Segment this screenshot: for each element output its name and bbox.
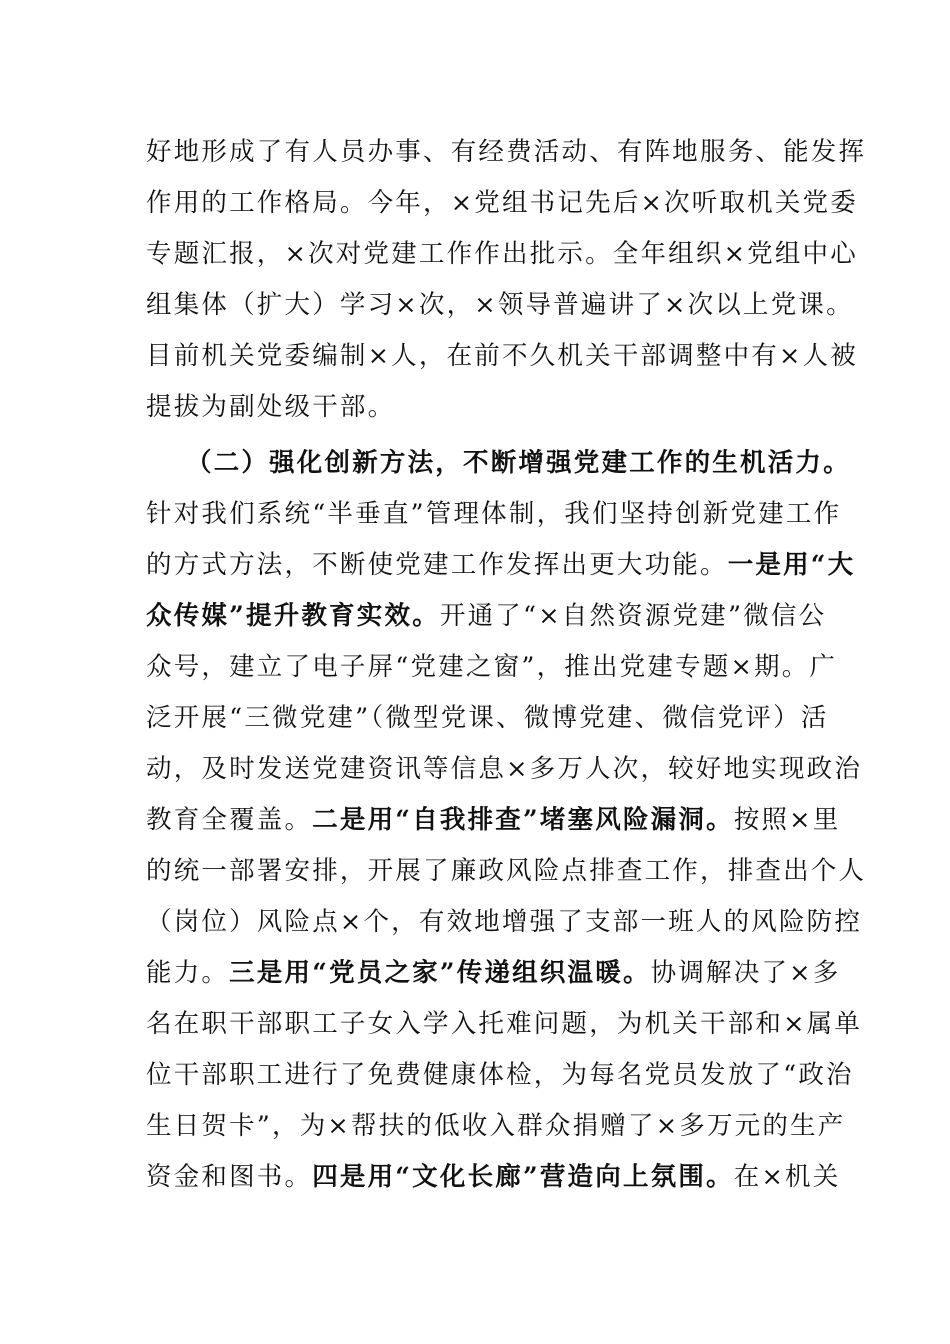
text-line [146,178,858,229]
text-run: 的方式方法，不断使党建工作发挥出更大功能。 [146,550,728,580]
text-run: 作用的工作格局。今年，×党组书记先后×次听取机关党委 [146,188,858,218]
text-run: 按照×里 [733,805,841,835]
text-line [146,331,858,382]
bold-phrase: 三是用“党员之家”传递组织温暖。 [229,958,651,988]
text-line [146,897,863,948]
text-run: 泛开展“三微党建”（微型党课、微博党建、微信党评）活 [146,703,829,733]
bold-phrase: 一是用“大 [727,550,856,580]
text-run: 提拔为副处级干部。 [146,392,396,422]
text-run: 在×机关 [733,1162,841,1192]
section-heading [146,438,851,489]
text-run: 位干部职工进行了免费健康体检，为每名党员发放了“政治 [146,1060,854,1090]
text-line [146,540,856,591]
text-run: 好地形成了有人员办事、有经费活动、有阵地服务、能发挥 [146,137,867,167]
text-line [146,1101,846,1152]
text-run: 动，及时发送党建资讯等信息×多万人次，较好地实现政治 [146,754,863,784]
text-line [146,229,858,280]
text-run: （岗位）风险点×个，有效地增强了支部一班人的风险防控 [146,907,863,937]
bold-phrase: 二是用“自我排查”堵塞风险漏洞。 [312,805,734,835]
text-run: 目前机关党委编制×人，在前不久机关干部调整中有×人被 [146,341,858,371]
text-run: 针对我们系统“半垂直”管理体制，我们坚持创新党建工作 [146,499,842,529]
text-run: 教育全覆盖。 [146,805,313,835]
bold-phrase: 四是用“文化长廊”营造向上氛围。 [312,1162,734,1192]
text-run: 众号，建立了电子屏“党建之窗”，推出党建专题×期。广 [146,652,838,682]
text-line [146,382,806,433]
text-line [146,127,867,178]
text-run: 生日贺卡”，为×帮扶的低收入群众捐赠了×多万元的生产 [146,1111,846,1141]
text-line [146,999,863,1050]
text-run: 的统一部署安排，开展了廉政风险点排查工作，排查出个人 [146,856,867,886]
text-line [146,642,838,693]
text-run: 能力。 [146,958,230,988]
text-line [146,280,854,331]
text-run: 开通了“×自然资源党建”微信公 [439,601,827,631]
text-run: 组集体（扩大）学习×次，×领导普遍讲了×次以上党课。 [146,290,854,320]
text-line [146,1152,841,1203]
text-line [146,948,841,999]
text-line [146,693,829,744]
bold-phrase: 众传媒”提升教育实效。 [146,601,440,631]
text-line [146,591,827,642]
text-line [146,489,842,540]
text-line [146,846,867,897]
text-run: 资金和图书。 [146,1162,313,1192]
body-text [146,127,867,1203]
text-line [146,744,863,795]
text-line [146,1050,854,1101]
text-run: 专题汇报，×次对党建工作作出批示。全年组织×党组中心 [146,239,858,269]
text-run: 协调解决了×多 [650,958,841,988]
text-run: 名在职干部职工子女入学入托难问题，为机关干部和×属单 [146,1009,863,1039]
text-line [146,795,841,846]
bold-phrase: （二）强化创新方法，不断增强党建工作的生机活力。 [186,448,851,478]
